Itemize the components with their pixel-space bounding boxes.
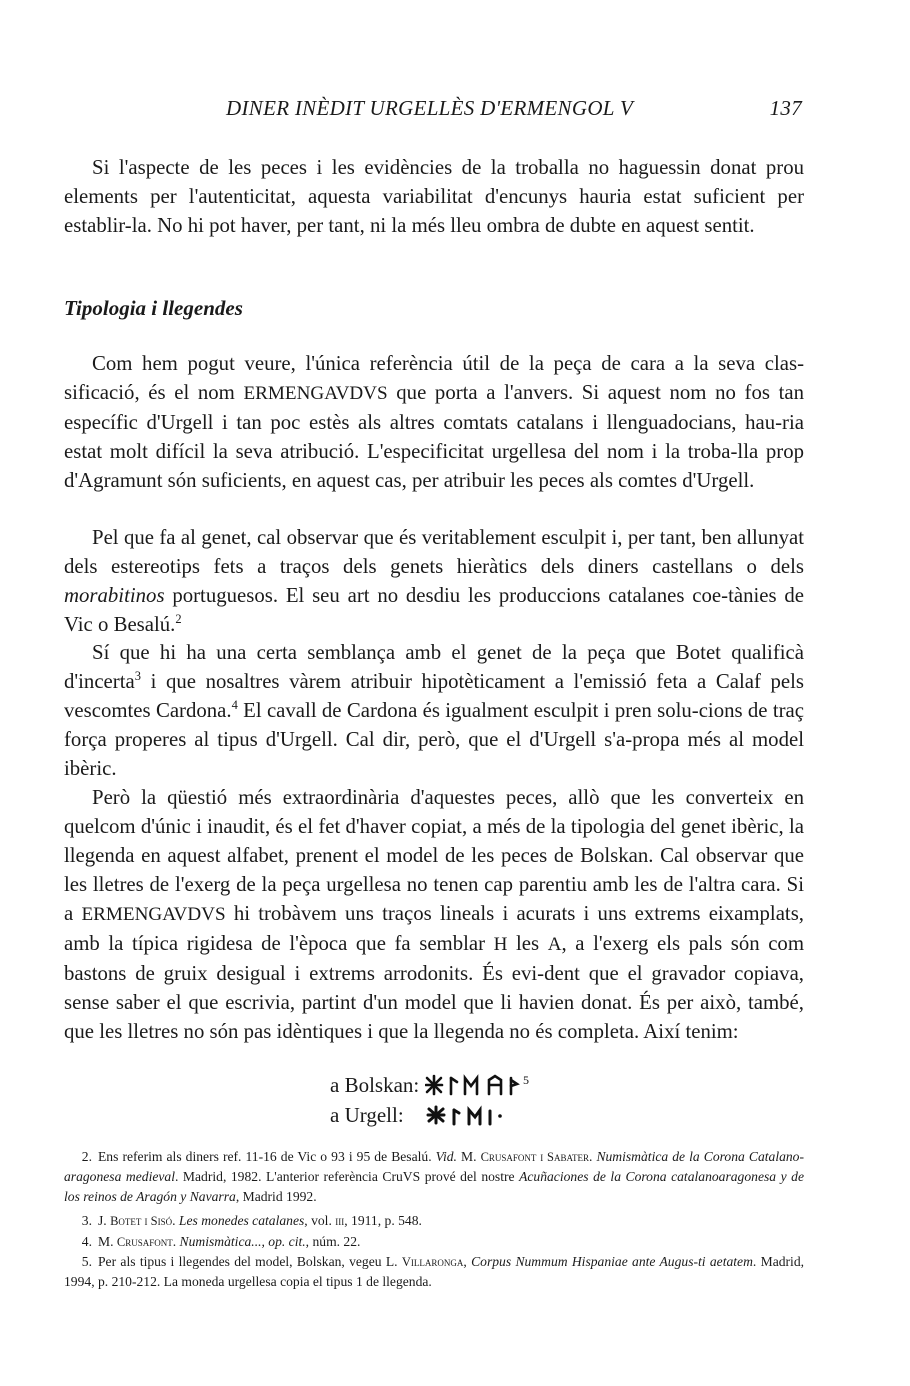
p5-name-ermengavdvs: ERMENGAVDVS xyxy=(81,904,226,925)
legend-label-urgell: a Urgell: xyxy=(330,1103,404,1127)
fn2-text-d: . Madrid, 1982. L'anterior referència CruVS prové del nostre xyxy=(175,1169,520,1184)
legend-row-urgell xyxy=(330,1100,585,1130)
fn5-title: Corpus Nummum Hispaniae ante Augus-ti aetatem xyxy=(471,1254,753,1269)
footnote-2-number: 2. xyxy=(81,1149,92,1164)
p3-italic-morabitinos: morabitinos xyxy=(64,584,165,607)
fn5-text-a: Per als tipus i llegendes del model, Bolskan, vegeu L. xyxy=(98,1254,402,1269)
p4-text-c: El cavall de Cardona és igualment esculpit i pren solu-cions de traç força properes al tipus d'Urgell. Cal dir, però, que el d'Urgell s'a-propa més al model ibèric. xyxy=(64,699,805,780)
fn5-author: Villaronga xyxy=(401,1255,464,1269)
paragraph-4 xyxy=(64,638,804,783)
p3-text-a: Pel que fa al genet, cal observar que és veritablement esculpit i, per tant, ben allunyat dels estereotips fets a traços dels genets hieràtics dels diners castellans o dels xyxy=(64,526,804,578)
section-heading: Tipologia i llegendes xyxy=(64,296,243,320)
fn2-vid: Vid. xyxy=(435,1149,457,1164)
legend-label-bolskan: a Bolskan: xyxy=(330,1073,420,1097)
footnote-3 xyxy=(64,1211,804,1231)
fn2-text-e: , Madrid 1992. xyxy=(235,1189,317,1204)
p2-text-b: que porta a l'anvers. Si aquest nom no fos tan específic d'Urgell i tan poc estès als altres comtats catalans i llenguadocians, hau-ria estat molt difícil la seva atribució. L'especificitat urgellesa del nom i la troba-lla prop d'Agramunt són suficients, en aquest cas, per atribuir les peces als comtes d'Urgell. xyxy=(64,381,804,492)
fn3-author: Botet i Sisó xyxy=(110,1214,173,1228)
fn2-text-c: . xyxy=(588,1149,597,1164)
fn3-text-d: , 1911, p. 548. xyxy=(344,1213,422,1228)
p5-text-c: les xyxy=(507,932,548,955)
paragraph-3 xyxy=(64,523,804,639)
footnote-5-number: 5. xyxy=(81,1254,92,1269)
paragraph-5 xyxy=(64,783,804,1046)
legend-comparison xyxy=(330,1070,585,1130)
footnote-3-number: 3. xyxy=(81,1213,92,1228)
fn4-text-c: , núm. 22. xyxy=(305,1234,361,1249)
paragraph-2 xyxy=(64,349,804,495)
p2-text-a: Com hem pogut veure, l'única referència útil de la peça de cara a la seva clas-sificació, és el nom xyxy=(64,352,804,404)
p4-text-a: Sí que hi ha una certa semblança amb el genet de la peça que Botet qualificà d'incerta xyxy=(64,641,804,693)
p5-text-a: Però la qüestió més extraordinària d'aquestes peces, allò que les converteix en quelcom d'únic i inaudit, és el fet d'haver copiat, a més de la tipologia del genet ibèric, la llegenda en aquest alfabet, prenent el model de les peces de Bolskan. Cal observar que les lletres de l'exerg de la peça urgellesa no tenen cap parentiu amb les de l'altra cara. Si a xyxy=(64,786,804,925)
fn2-title-1: Numismàtica de la Corona Catalano-aragonesa medieval xyxy=(64,1149,805,1184)
fn3-text-c: , vol. xyxy=(304,1213,336,1228)
fn2-title-2: Acuñaciones de la Corona catalanoaragonesa y de los reinos de Aragón y Navarra xyxy=(64,1169,804,1204)
fn3-title: Les monedes catalanes xyxy=(178,1213,305,1228)
fn2-text-b: M. xyxy=(456,1149,481,1164)
footnote-5 xyxy=(64,1252,804,1292)
fn2-author: Crusafont i Sabater xyxy=(480,1150,589,1164)
paragraph-1-text: Si l'aspecte de les peces i les evidències de la troballa no haguessin donat prou elements per l'autenticitat, aquesta variabilitat d'encunys hauria estat suficient per establir-la. No hi pot haver, per tant, ni la més lleu ombra de dubte en aquest sentit. xyxy=(64,156,804,237)
fn3-text-b: . xyxy=(172,1213,179,1228)
footnote-ref-5: 5 xyxy=(523,1073,529,1087)
footnote-ref-4[interactable]: 4 xyxy=(231,698,238,713)
p5-letter-h: H xyxy=(493,934,508,955)
iberian-legend-bolskan-glyphs xyxy=(425,1072,585,1098)
footnote-2 xyxy=(64,1147,804,1207)
footnote-ref-3[interactable]: 3 xyxy=(134,669,141,684)
fn4-author: Crusafont xyxy=(116,1235,173,1249)
p5-text-d: , a l'exerg els pals són com bastons de gruix desigual i extrems arrodonits. És evi-dent que el gravador copiava, sense saber el que escrivia, partint d'un model que li havien donat. És per això, també, que les lletres no són pas idèntiques i que la llegenda no és completa. Així tenim: xyxy=(64,932,804,1043)
fn4-title: Numismàtica..., op. cit. xyxy=(179,1234,306,1249)
footnote-4-number: 4. xyxy=(81,1234,92,1249)
footnote-ref-2[interactable]: 2 xyxy=(175,612,182,627)
p3-text-b: portuguesos. El seu art no desdiu les produccions catalanes coe-tànies de Vic o Besalú. xyxy=(64,584,804,636)
p5-letter-a: A xyxy=(547,934,562,955)
p4-text-b: i que nosaltres vàrem atribuir hipotèticament a l'emissió feta a Calaf pels vescomtes Cardona. xyxy=(64,670,804,722)
p2-name-ermengavdvs: ERMENGAVDVS xyxy=(243,383,388,404)
fn4-text-b: . xyxy=(172,1234,180,1249)
footnote-4 xyxy=(64,1232,804,1252)
fn3-volume: iii xyxy=(335,1214,345,1228)
paragraph-1 xyxy=(64,153,804,240)
running-head-title: DINER INÈDIT URGELLÈS D'ERMENGOL V xyxy=(226,96,634,120)
page-number: 137 xyxy=(769,96,802,120)
p5-text-b: hi trobàvem uns traços lineals i acurats i uns extrems eixamplats, amb la típica rigidesa de l'època que fa semblar xyxy=(64,902,804,955)
fn2-text-a: Ens referim als diners ref. 11-16 de Vic o 93 i 95 de Besalú. xyxy=(98,1149,436,1164)
legend-row-bolskan xyxy=(330,1070,585,1100)
fn5-text-b: , xyxy=(463,1254,472,1269)
fn3-text-a: J. xyxy=(98,1213,111,1228)
fn4-text-a: M. xyxy=(98,1234,117,1249)
fn5-text-c: . Madrid, 1994, p. 210-212. La moneda urgellesa copia el tipus 1 de llegenda. xyxy=(64,1254,805,1289)
iberian-legend-urgell-glyphs xyxy=(425,1102,585,1128)
